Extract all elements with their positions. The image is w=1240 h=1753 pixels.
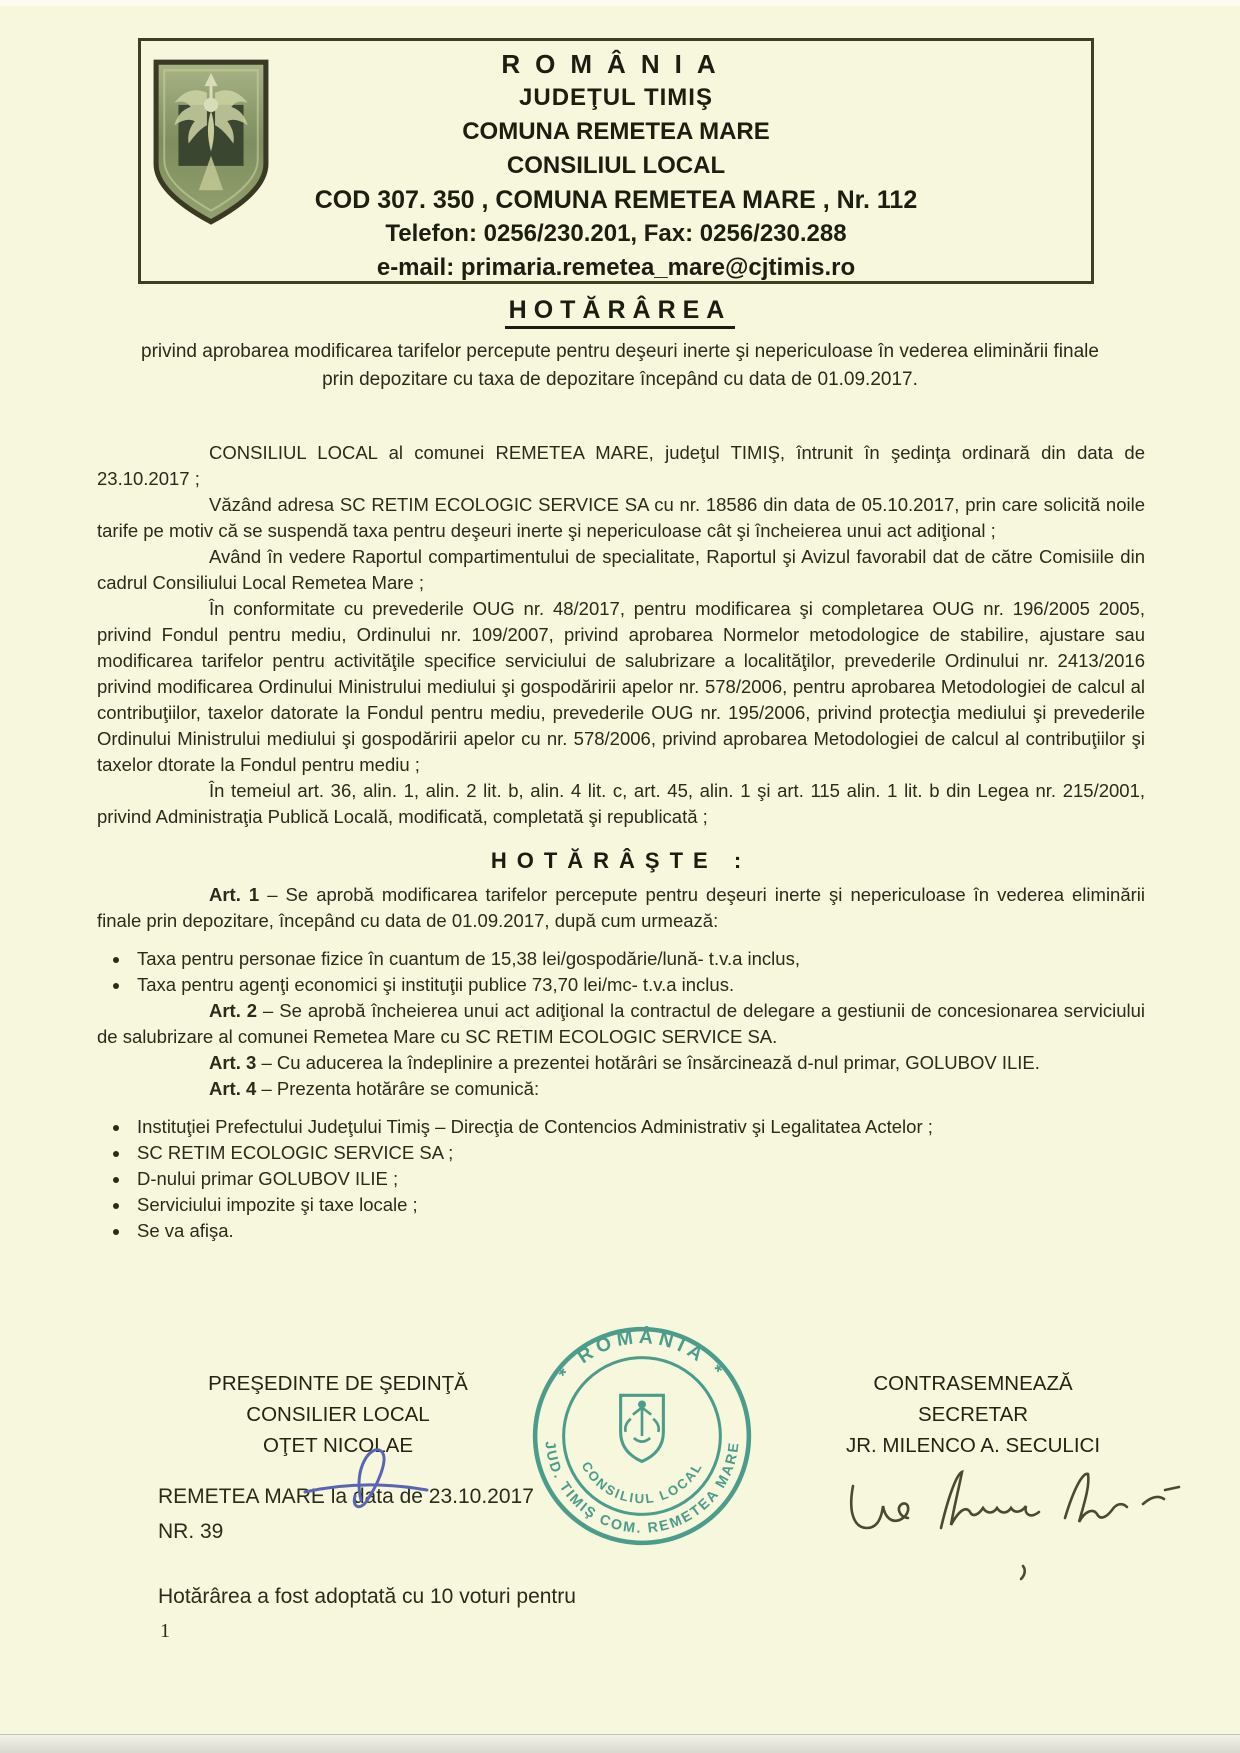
president-signature-icon bbox=[295, 1438, 445, 1518]
letterhead-county: JUDEŢUL TIMIŞ bbox=[519, 84, 713, 111]
letterhead-email: e-mail: primaria.remetea_mare@cjtimis.ro bbox=[376, 254, 856, 281]
article-bullet: • Se va afişa. bbox=[131, 1218, 1145, 1244]
secretary-name: JR. MILENCO A. SECULICI bbox=[845, 1434, 1101, 1457]
article-3-text: – Cu aducerea la îndeplinire a prezentei hotărâri se însărcinează d-nul primar, GOLUBOV ILIE. bbox=[261, 1052, 1040, 1073]
letterhead-box bbox=[138, 38, 1094, 284]
adoption-note: Hotărârea a fost adoptată cu 10 voturi pentru bbox=[158, 1585, 576, 1608]
article-2-text: – Se aprobă încheierea unui act adiţional la contractul de delegare a gestiunii de concesionarea serviciului de salubrizare al comunei Remetea Mare cu SC RETIM ECOLOGIC SERVICE SA. bbox=[97, 1000, 1146, 1047]
article-3 bbox=[97, 1050, 1145, 1076]
signature-block-secretary bbox=[768, 1368, 1178, 1461]
coat-of-arms-icon bbox=[150, 58, 272, 226]
letterhead-commune: COMUNA REMETEA MARE bbox=[462, 118, 770, 145]
article-1-bullet-list bbox=[97, 946, 1145, 998]
article-2 bbox=[97, 998, 1145, 1050]
article-4-text: – Prezenta hotărâre se comunică: bbox=[261, 1078, 540, 1099]
letterhead-address: COD 307. 350 , COMUNA REMETEA MARE , Nr. 112 bbox=[314, 186, 918, 214]
stamp-middle-text: JUD. TIMIŞ COM. REMETEA MARE bbox=[541, 1440, 743, 1537]
svg-text:JUD. TIMIŞ COM. REMETEA MARE bbox=[541, 1440, 742, 1536]
recital-paragraph: Văzând adresa SC RETIM ECOLOGIC SERVICE SA cu nr. 18586 din data de 05.10.2017, prin care solicită noile tarife pe motiv că se suspendă taxa pentru deşeuri inerte şi nepericuloase cât şi încheierea unui act adiţional ; bbox=[97, 494, 1145, 541]
document-body bbox=[97, 440, 1145, 1244]
recital-paragraph: În conformitate cu prevederile OUG nr. 48/2017, pentru modificarea şi completarea OUG nr. 196/2005 2005, privind Fondul pentru mediu, Ordinului nr. 109/2007, privind aprobarea Normelor metodologice de stabilire, ajustare sau modificarea tarifelor pentru activităţile specifice serviciului de salubrizare a localităţilor, prevederile Ordinului nr. 2413/2016 privind modificarea Ordinului Ministrului mediului şi gospodăririi apelor nr. 578/2006, pentru aprobarea Metodologiei de calcul al contribuţiilor, taxelor datorate la Fondul pentru mediu, prevederile OUG nr. 195/2006, privind protecţia mediului şi prevederile Ordinului Ministrului mediului şi gospodăririi apelor cu nr. 578/2006, privind aprobarea Metodologiei de calcul al contribuţiilor şi taxelor dtorate la Fondul pentru mediu ; bbox=[97, 598, 1145, 775]
document-subtitle: privind aprobarea modificarea tarifelor percepute pentru deşeuri inerte şi nepericuloase în vederea eliminării finale prin depozitare cu taxa de depozitare începând cu data de 01.09.2017. bbox=[141, 341, 1099, 390]
article-bullet: • Taxa pentru agenţi economici şi instituţii publice 73,70 lei/mc- t.v.a inclus. bbox=[131, 972, 1145, 998]
recital-paragraph: CONSILIUL LOCAL al comunei REMETEA MARE, judeţul TIMIŞ, întrunit în şedinţa ordinară din data de 23.10.2017 ; bbox=[97, 442, 1145, 489]
article-bullet: • Serviciului impozite şi taxe locale ; bbox=[131, 1192, 1145, 1218]
letterhead-phone: Telefon: 0256/230.201, Fax: 0256/230.288 bbox=[385, 220, 847, 247]
svg-text:* ROMÂNIA * bbox=[555, 1324, 729, 1384]
article-bullet: • SC RETIM ECOLOGIC SERVICE SA ; bbox=[131, 1140, 1145, 1166]
document-title: HOTĂRÂREA bbox=[505, 296, 736, 329]
article-1 bbox=[97, 882, 1145, 934]
article-bullet: • Taxa pentru personae fizice în cuantum de 15,38 lei/gospodărie/lună- t.v.a inclus, bbox=[131, 946, 1145, 972]
page-number: 1 bbox=[160, 1620, 170, 1642]
letterhead-council: CONSILIUL LOCAL bbox=[506, 152, 726, 179]
article-4-label: Art. 4 bbox=[209, 1078, 257, 1099]
president-title: PREŞEDINTE DE ŞEDINŢĂ bbox=[208, 1372, 468, 1395]
letterhead-country: ROMÂNIA bbox=[501, 49, 731, 79]
recital-paragraph: Având în vedere Raportul compartimentului de specialitate, Raportul şi Avizul favorabil dat de către Comisiile din cadrul Consiliului Local Remetea Mare ; bbox=[97, 546, 1145, 593]
secretary-title: CONTRASEMNEAZĂ bbox=[873, 1372, 1073, 1395]
stamp-bottom-text: CONSILIUL LOCAL bbox=[578, 1458, 706, 1507]
article-bullet: • D-nului primar GOLUBOV ILIE ; bbox=[131, 1166, 1145, 1192]
stamp-top-text: * ROMÂNIA * bbox=[554, 1326, 730, 1385]
article-3-label: Art. 3 bbox=[209, 1052, 257, 1073]
place-date-line: REMETEA MARE la data de 23.10.2017 bbox=[158, 1485, 534, 1508]
article-bullet: • Instituţiei Prefectului Judeţului Timiş – Direcţia de Contencios Administrativ şi Legalitatea Actelor ; bbox=[131, 1114, 1145, 1140]
secretary-signature-icon bbox=[845, 1462, 1205, 1592]
secretary-role: SECRETAR bbox=[917, 1403, 1029, 1426]
article-4-bullet-list bbox=[97, 1114, 1145, 1244]
official-stamp-icon bbox=[528, 1322, 756, 1550]
article-4 bbox=[97, 1076, 1145, 1102]
article-1-text: – Se aprobă modificarea tarifelor percepute pentru deşeuri inerte şi nepericuloase în vederea eliminării finale prin depozitare, începând cu data de 01.09.2017, după cum urmează: bbox=[97, 884, 1146, 931]
decision-number: NR. 39 bbox=[158, 1520, 224, 1543]
article-2-label: Art. 2 bbox=[209, 1000, 258, 1021]
resolution-heading: HOTĂRÂŞTE : bbox=[490, 848, 752, 873]
article-1-label: Art. 1 bbox=[209, 884, 260, 905]
president-role: CONSILIER LOCAL bbox=[246, 1403, 430, 1426]
scan-top-edge bbox=[0, 0, 1240, 6]
recital-paragraph: În temeiul art. 36, alin. 1, alin. 2 lit. b, alin. 4 lit. c, art. 45, alin. 1 şi art. 115 alin. 1 lit. b din Legea nr. 215/2001, privind Administraţia Publică Locală, modificată, completată şi republicată ; bbox=[97, 780, 1145, 827]
president-name: OŢET NICOLAE bbox=[263, 1434, 413, 1457]
scan-bottom-edge bbox=[0, 1734, 1240, 1753]
title-wrap bbox=[0, 296, 1240, 329]
stamp-shield-icon bbox=[621, 1395, 664, 1461]
